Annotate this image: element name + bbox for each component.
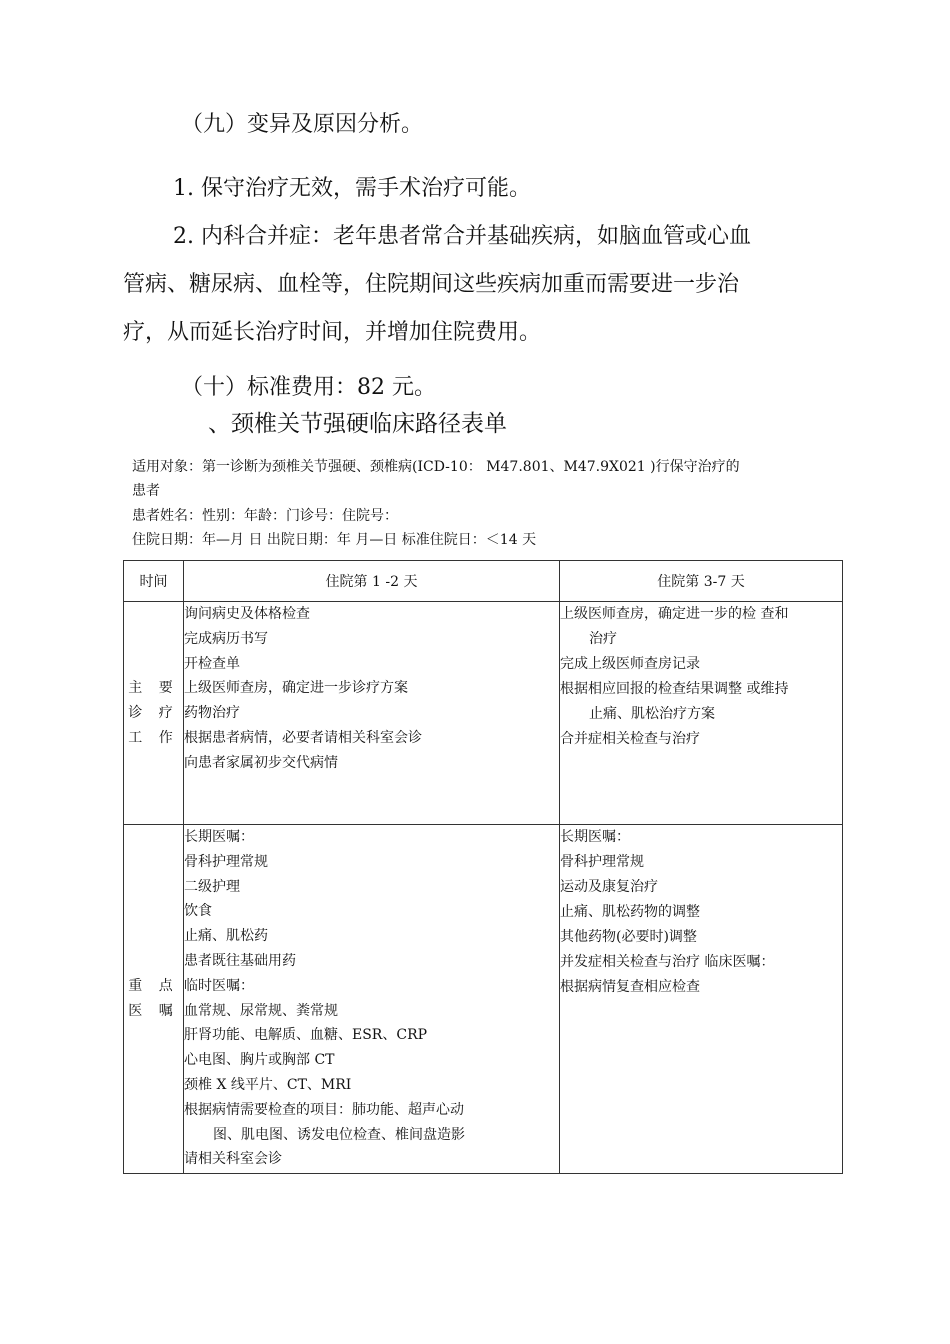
row-label-line: 诊 疗	[128, 704, 179, 721]
list-item: 请相关科室会诊	[184, 1151, 282, 1168]
main-work-day-3-7	[560, 602, 843, 825]
list-item: 根据相应回报的检查结果调整 或维持	[560, 681, 789, 697]
header-day-3-7: 住院第 3-7 天	[560, 561, 843, 602]
list-item: 询问病史及体格检查	[184, 606, 310, 622]
clinical-pathway-table	[123, 560, 843, 1174]
dates-info: 住院日期：年—月 日 出院日期：年 月—日 标准住院日：＜14 天	[132, 532, 537, 548]
applicable-line-2: 患者	[132, 483, 160, 499]
key-orders-day-1-2	[184, 825, 560, 1174]
list-item: 运动及康复治疗	[560, 879, 658, 895]
row-label-line: 医 嘱	[128, 1003, 179, 1019]
list-item: 图、肌电图、诱发电位检查、椎间盘造影	[213, 1126, 465, 1143]
section10-cost: （十）标准费用：82 元。	[181, 375, 436, 400]
list-item: 根据病情复查相应检查	[560, 979, 700, 995]
list-item: 颈椎 X 线平片、CT、MRI	[184, 1076, 352, 1093]
section9-heading: （九）变异及原因分析。	[181, 112, 424, 137]
list-item: 上级医师查房，确定进一步的检 查和	[560, 606, 789, 622]
list-item: 长期医嘱：	[184, 829, 254, 845]
key-orders-day-3-7	[560, 825, 843, 1174]
row-label-line: 重 点	[128, 978, 179, 994]
main-work-day-1-2	[184, 602, 560, 825]
list-item: 饮食	[184, 903, 212, 920]
list-item: 根据患者病情，必要者请相关科室会诊	[184, 729, 422, 746]
list-item: 长期医嘱：	[560, 829, 630, 845]
list-item: 并发症相关检查与治疗 临床医嘱：	[560, 954, 775, 970]
patient-info: 患者姓名：性别：年龄：门诊号：住院号：	[132, 508, 398, 524]
list-item: 止痛、肌松药	[184, 928, 268, 945]
list-item: 完成上级医师查房记录	[560, 656, 700, 672]
list-item: 向患者家属初步交代病情	[184, 754, 338, 771]
list-item: 骨科护理常规	[184, 853, 268, 870]
header-time: 时间	[124, 561, 184, 602]
list-item: 止痛、肌松药物的调整	[560, 904, 700, 920]
list-item: 临时医嘱：	[184, 977, 254, 994]
table-row-main-work	[124, 602, 843, 825]
item-2-line-3: 疗，从而延长治疗时间，并增加住院费用。	[123, 320, 542, 345]
header-day-1-2: 住院第 1 -2 天	[184, 561, 560, 602]
list-item: 完成病历书写	[184, 630, 268, 647]
row-label-line: 工 作	[128, 729, 179, 746]
list-item: 合并症相关检查与治疗	[560, 731, 700, 747]
table-row-key-orders	[124, 825, 843, 1174]
list-item: 心电图、胸片或胸部 CT	[184, 1052, 335, 1069]
row-label-main-work	[124, 602, 184, 825]
list-item: 血常规、尿常规、粪常规	[184, 1002, 338, 1019]
list-item: 治疗	[589, 631, 617, 647]
list-item: 上级医师查房，确定进一步诊疗方案	[184, 680, 408, 697]
item-2-line-2: 管病、糖尿病、血栓等，住院期间这些疾病加重而需要进一步治	[123, 272, 740, 297]
item-2-line-1: 2. 内科合并症：老年患者常合并基础疾病，如脑血管或心血	[173, 224, 751, 249]
item-1: 1. 保守治疗无效，需手术治疗可能。	[173, 176, 531, 201]
list-item: 二级护理	[184, 878, 240, 895]
list-item: 其他药物(必要时)调整	[560, 929, 697, 945]
applicable-line-1: 适用对象：第一诊断为颈椎关节强硬、颈椎病(ICD-10： M47.801、M47.9X021 )行保守治疗的	[132, 459, 740, 475]
list-item: 患者既往基础用药	[184, 952, 296, 969]
list-item: 骨科护理常规	[560, 854, 644, 870]
list-item: 药物治疗	[184, 705, 240, 722]
list-item: 肝肾功能、电解质、血糖、ESR、CRP	[184, 1027, 428, 1044]
list-item: 止痛、肌松治疗方案	[589, 706, 715, 722]
row-label-line: 主 要	[128, 679, 179, 696]
list-item: 根据病情需要检查的项目：肺功能、超声心动	[184, 1101, 464, 1118]
form-title: 、颈椎关节强硬临床路径表单	[208, 411, 507, 437]
list-item: 开检查单	[184, 655, 240, 672]
table-header-row	[124, 561, 843, 602]
row-label-key-orders	[124, 825, 184, 1174]
